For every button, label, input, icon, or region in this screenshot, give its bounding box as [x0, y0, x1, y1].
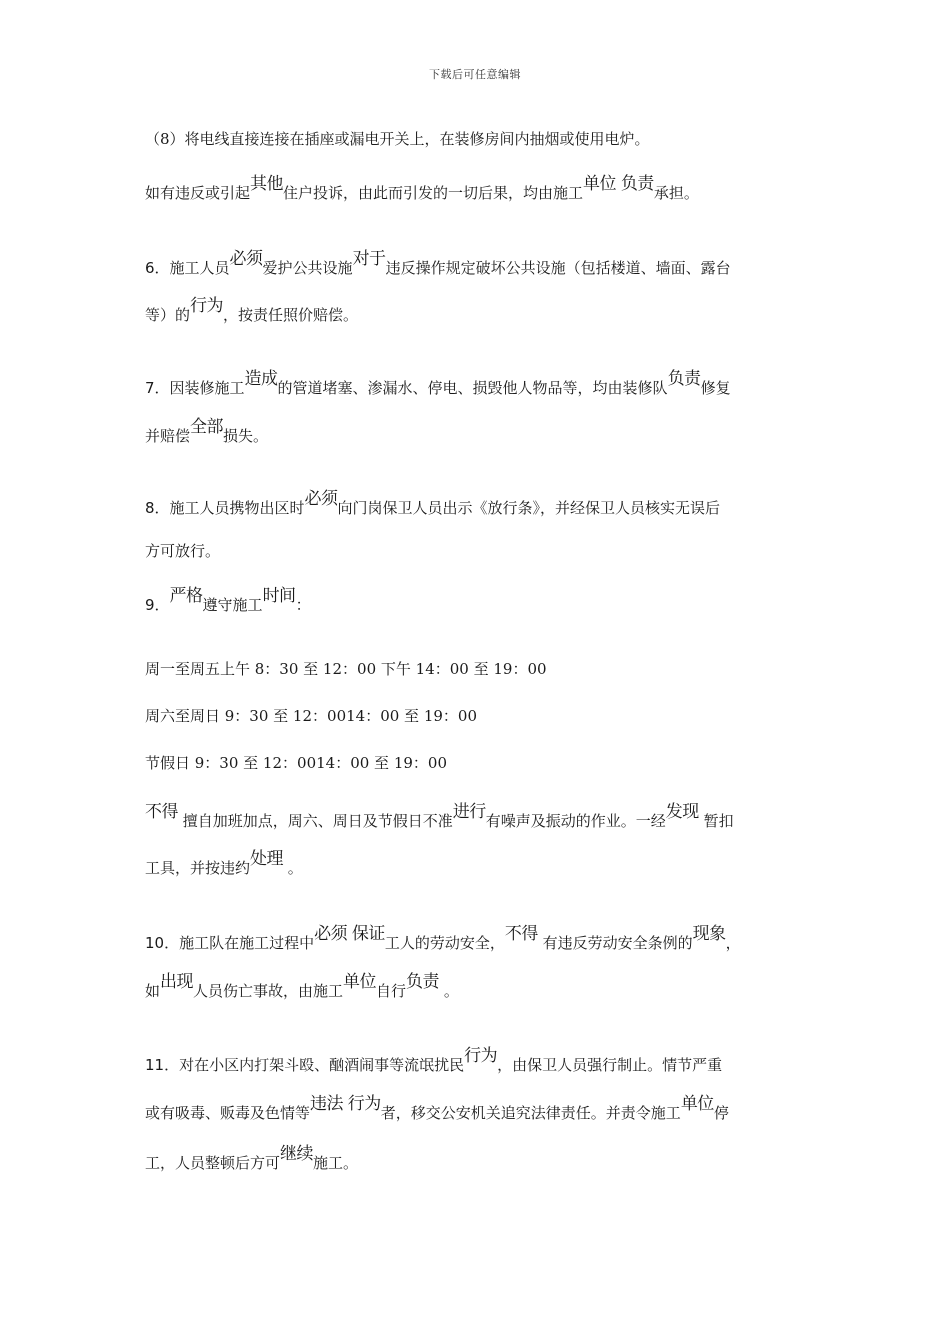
text-segment: ：: [295, 596, 311, 614]
text-line: [145, 489, 825, 518]
text-line: [145, 849, 825, 878]
text-segment: ，由保卫人员强行制止。情节严重: [497, 1056, 723, 1074]
raised-word: 造成: [244, 369, 278, 389]
raised-word: 必须: [314, 924, 348, 944]
raised-word: 不得: [145, 802, 178, 822]
raised-word: 其他: [250, 174, 284, 194]
text-segment: 周一至周五上午 8：30 至 12：00 下午 14：00 至 19：00: [145, 660, 547, 678]
text-segment: 承担。: [653, 184, 699, 202]
text-line: [145, 540, 825, 561]
raised-word: 必须: [304, 489, 338, 509]
text-segment: 人员伤亡事故，由施工: [193, 982, 344, 1000]
text-segment: 有违反劳动安全条例的: [537, 934, 693, 952]
raised-word: 不得: [504, 924, 538, 944]
raised-word: 单位: [343, 972, 377, 992]
text-line: [145, 1046, 825, 1075]
text-segment: 暂扣: [698, 812, 734, 830]
raised-word: 现象: [692, 924, 726, 944]
raised-word: 行为: [190, 296, 224, 316]
text-segment: 住户投诉，由此而引发的一切后果，均由施工: [283, 184, 584, 202]
text-segment: 节假日 9：30 至 12：0014：00 至 19：00: [145, 754, 447, 772]
text-line: [145, 705, 825, 726]
raised-word: 继续: [280, 1144, 314, 1164]
text-line: [145, 972, 825, 1001]
text-segment: 损失。: [223, 427, 269, 445]
raised-word: 对于: [352, 249, 386, 269]
raised-word: 严格: [169, 586, 203, 606]
text-line: [145, 128, 825, 149]
raised-word: 出现: [160, 972, 194, 992]
raised-word: 行为: [464, 1046, 498, 1066]
raised-word: 违法: [310, 1094, 344, 1114]
raised-word: 时间: [262, 586, 296, 606]
raised-word: 必须: [229, 249, 263, 269]
text-segment: 施工。: [313, 1154, 359, 1172]
text-segment: 工具，并按违约: [145, 859, 251, 877]
text-line: [145, 752, 825, 773]
text-segment: ，: [725, 934, 741, 952]
raised-word: 负责: [667, 369, 701, 389]
text-segment: 周六至周日 9：30 至 12：0014：00 至 19：00: [145, 707, 477, 725]
text-line: [145, 296, 825, 325]
raised-word: 行为: [347, 1094, 381, 1114]
text-segment: 方可放行。: [145, 542, 221, 560]
text-segment: 6．施工人员: [145, 259, 230, 277]
text-line: [145, 1144, 825, 1173]
text-segment: 遵守施工: [202, 596, 263, 614]
raised-word: 单位: [583, 174, 617, 194]
text-segment: 擅自加班加点，周六、周日及节假日不准: [178, 812, 453, 830]
text-segment: 工，人员整顿后方可: [145, 1154, 281, 1172]
text-segment: 等）的: [145, 306, 191, 324]
text-segment: 9．: [145, 596, 170, 614]
text-line: [145, 249, 825, 278]
text-segment: 停: [713, 1104, 729, 1122]
text-segment: 有噪声及振动的作业。一经: [485, 812, 666, 830]
text-segment: 爱护公共设施: [262, 259, 353, 277]
text-segment: 如有违反或引起: [145, 184, 251, 202]
text-line: [145, 802, 825, 831]
text-segment: （8）将电线直接连接在插座或漏电开关上，在装修房间内抽烟或使用电炉。: [145, 130, 650, 148]
text-segment: 者，移交公安机关追究法律责任。并责令施工: [380, 1104, 681, 1122]
text-segment: 。: [439, 982, 459, 1000]
text-segment: 工人的劳动安全，: [384, 934, 505, 952]
text-segment: 7．因装修施工: [145, 379, 245, 397]
text-segment: 如: [145, 982, 161, 1000]
page-header: 下载后可任意编辑: [429, 68, 521, 81]
raised-word: 负责: [620, 174, 654, 194]
raised-word: 负责: [406, 972, 440, 992]
text-segment: 8．施工人员携物出区时: [145, 499, 305, 517]
text-segment: ，按责任照价赔偿。: [223, 306, 359, 324]
text-line: [145, 369, 825, 398]
text-segment: 11．对在小区内打架斗殴、酗酒闹事等流氓扰民: [145, 1056, 465, 1074]
raised-word: 保证: [351, 924, 385, 944]
raised-word: 全部: [190, 417, 224, 437]
text-segment: 或有吸毒、贩毒及色情等: [145, 1104, 311, 1122]
text-line: [145, 658, 825, 679]
text-segment: 的管道堵塞、渗漏水、停电、损毁他人物品等，均由装修队: [277, 379, 668, 397]
text-line: [145, 586, 825, 615]
raised-word: 单位: [680, 1094, 714, 1114]
text-segment: 修复: [700, 379, 731, 397]
text-line: [145, 174, 825, 203]
raised-word: 进行: [452, 802, 486, 822]
text-segment: 。: [283, 859, 303, 877]
text-segment: 违反操作规定破坏公共设施（包括楼道、墙面、露台: [385, 259, 731, 277]
text-segment: 10．施工队在施工过程中: [145, 934, 315, 952]
raised-word: 处理: [250, 849, 284, 869]
text-line: [145, 417, 825, 446]
text-line: [145, 924, 825, 953]
raised-word: 发现: [665, 802, 699, 822]
text-segment: 向门岗保卫人员出示《放行条》，并经保卫人员核实无误后: [337, 499, 721, 517]
text-line: [145, 1094, 825, 1123]
text-segment: 自行: [376, 982, 407, 1000]
text-segment: 并赔偿: [145, 427, 191, 445]
